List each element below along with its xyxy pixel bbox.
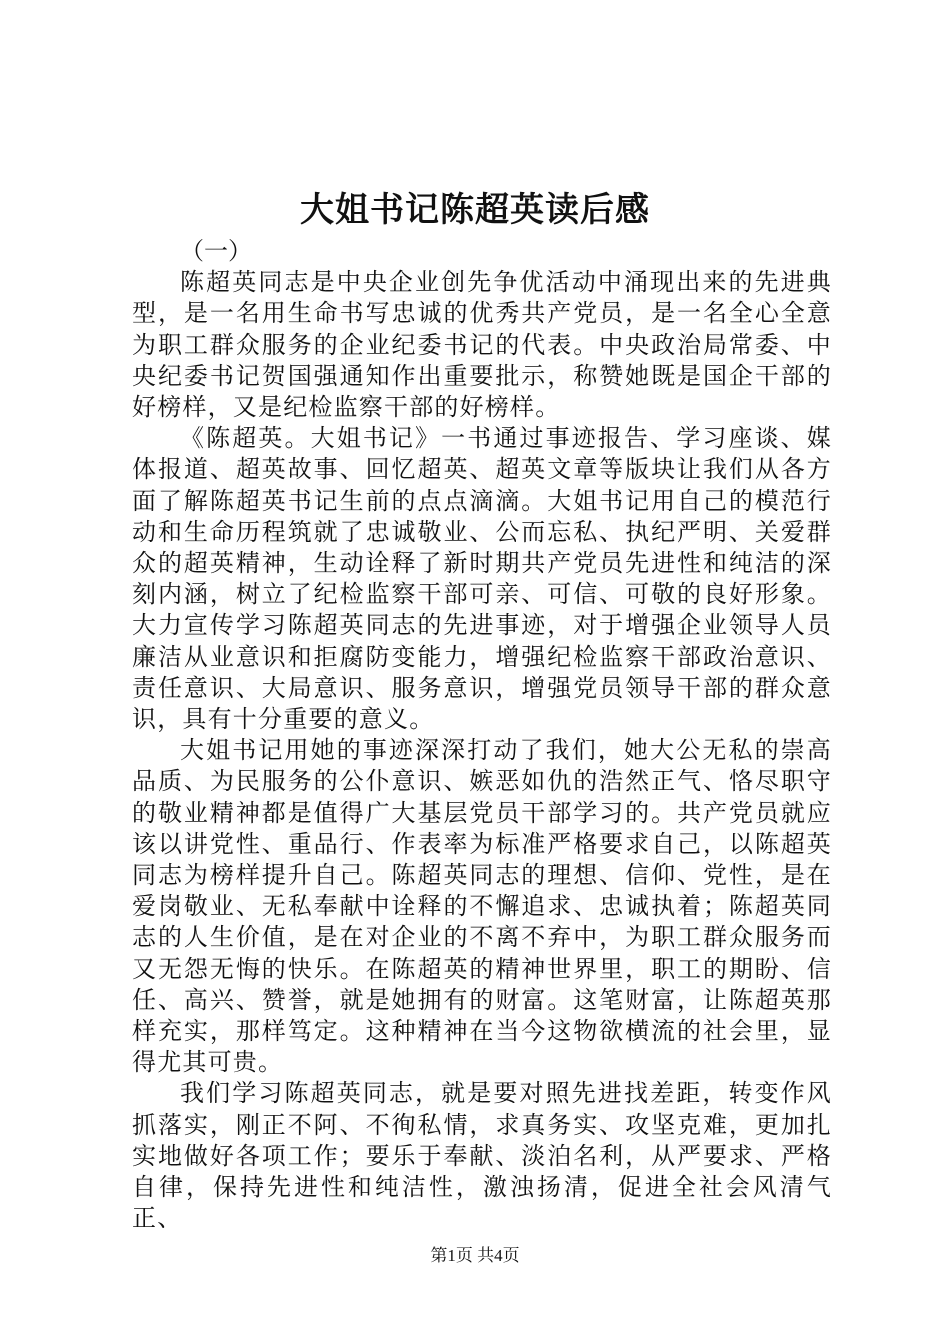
document-title: 大姐书记陈超英读后感 [300,190,650,230]
paragraph-4: 我们学习陈超英同志，就是要对照先进找差距，转变作风抓落实，刚正不阿、不徇私情，求真务实、攻坚克难，更加扎实地做好各项工作；要乐于奉献、淡泊名利，从严要求、严格自律，保持先进性和纯洁性，激浊扬清，促进全社会风清气正、 [132,1079,832,1233]
paragraph-2: 《陈超英。大姐书记》一书通过事迹报告、学习座谈、媒体报道、超英故事、回忆超英、超英文章等版块让我们从各方面了解陈超英书记生前的点点滴滴。大姐书记用自己的模范行动和生命历程筑就了忠诚敬业、公而忘私、执纪严明、关爱群众的超英精神，生动诠释了新时期共产党员先进性和纯洁的深刻内涵，树立了纪检监察干部可亲、可信、可敬的良好形象。大力宣传学习陈超英同志的先进事迹，对于增强企业领导人员廉洁从业意识和拒腐防变能力，增强纪检监察干部政治意识、责任意识、大局意识、服务意识，增强党员领导干部的群众意识，具有十分重要的意义。 [132,424,832,734]
page-footer: 第1页 共4页 [430,1246,520,1265]
section-heading: （一） [180,237,252,265]
paragraph-3: 大姐书记用她的事迹深深打动了我们，她大公无私的崇高品质、为民服务的公仆意识、嫉恶如仇的浩然正气、恪尽职守的敬业精神都是值得广大基层党员干部学习的。共产党员就应该以讲党性、重品行、作表率为标准严格要求自己，以陈超英同志为榜样提升自己。陈超英同志的理想、信仰、党性，是在爱岗敬业、无私奉献中诠释的不懈追求、忠诚执着；陈超英同志的人生价值，是在对企业的不离不弃中，为职工群众服务而又无怨无悔的快乐。在陈超英的精神世界里，职工的期盼、信任、高兴、赞誉，就是她拥有的财富。这笔财富，让陈超英那样充实，那样笃定。这种精神在当今这物欲横流的社会里，显得尤其可贵。 [132,736,832,1077]
paragraph-1: 陈超英同志是中央企业创先争优活动中涌现出来的先进典型，是一名用生命书写忠诚的优秀共产党员，是一名全心全意为职工群众服务的企业纪委书记的代表。中央政治局常委、中央纪委书记贺国强通知作出重要批示，称赞她既是国企干部的好榜样，又是纪检监察干部的好榜样。 [132,268,832,422]
document-body [132,236,832,1235]
